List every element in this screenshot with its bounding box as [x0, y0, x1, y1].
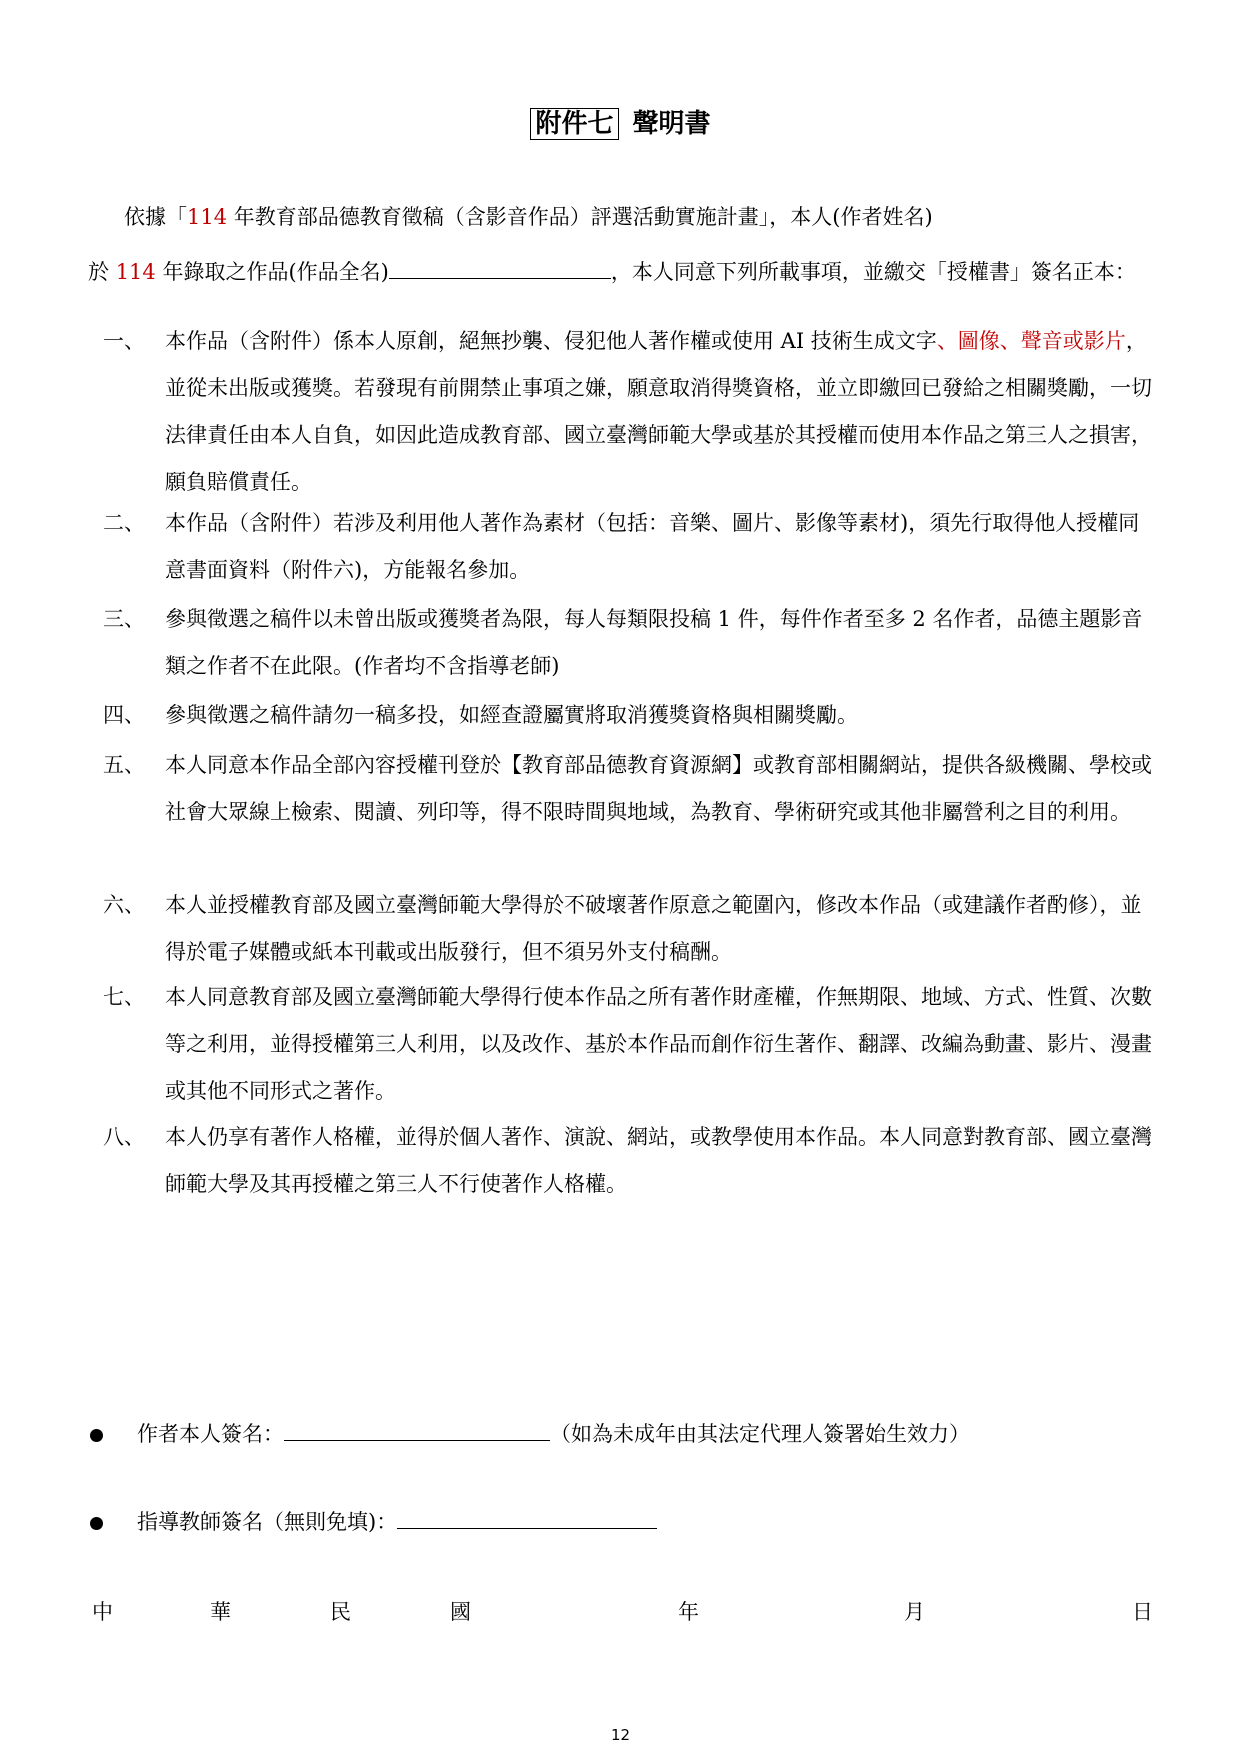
teacher-signature-field[interactable] [397, 1506, 657, 1529]
year-highlight: 114 [115, 260, 156, 284]
clause-5: 五、 本人同意本作品全部內容授權刊登於【教育部品德教育資源網】或教育部相關網站，提供各級機關、學校或社會大眾線上檢索、閱讀、列印等，得不限時間與地域，為教育、學術研究或其他非屬營利之目的利用。 [103, 753, 1152, 824]
clause-2: 二、 本作品（含附件）若涉及利用他人著作為素材（包括：音樂、圖片、影像等素材)，須先行取得他人授權同意書面資料（附件六)，方能報名參加。 [103, 511, 1140, 582]
date-char: 華 [210, 1600, 231, 1624]
document-title [0, 104, 1241, 144]
clause-1: 一、 本作品（含附件）係本人原創，絕無抄襲、侵犯他人著作權或使用 AI 技術生成文字、圖像、聲音或影片，並從未出版或獲獎。若發現有前開禁止事項之嫌，願意取消得獎資格，並立即繳回已發給之相關獎勵，一切法律責任由本人自負，如因此造成教育部、國立臺灣師範大學或基於其授權而使用本作品之第三人之損害，願負賠償責任。 [103, 329, 1152, 494]
work-title-blank[interactable] [389, 256, 611, 279]
intro-paragraph: 依據「114 年教育部品德教育徵稿（含影音作品）評選活動實施計畫」，本人(作者姓名) 於 114 年錄取之作品(作品全名) ，本人同意下列所載事項，並繳交「授權書」簽名正本： [88, 205, 1136, 284]
month-label: 月 [904, 1600, 925, 1624]
clause-6: 六、 本人並授權教育部及國立臺灣師範大學得於不破壞著作原意之範圍內，修改本作品（或建議作者酌修），並得於電子媒體或紙本刊載或出版發行，但不須另外支付稿酬。 [103, 893, 1142, 964]
title-text: 聲明書 [632, 109, 711, 139]
date-char: 國 [450, 1600, 471, 1624]
bullet-icon [90, 1517, 103, 1530]
author-signature-row: 作者本人簽名： （如為未成年由其法定代理人簽署始生效力） [90, 1414, 970, 1454]
clause-8: 八、 本人仍享有著作人格權，並得於個人著作、演說、網站，或教學使用本作品。本人同意對教育部、國立臺灣師範大學及其再授權之第三人不行使著作人格權。 [103, 1125, 1152, 1196]
date-char: 中 [92, 1600, 113, 1624]
year-highlight: 114 [187, 205, 228, 229]
year-label: 年 [678, 1600, 699, 1624]
clause-7: 七、 本人同意教育部及國立臺灣師範大學得行使本作品之所有著作財產權，作無期限、地域、方式、性質、次數等之利用，並得授權第三人利用，以及改作、基於本作品而創作衍生著作、翻譯、改編為動畫、影片、漫畫或其他不同形式之著作。 [103, 985, 1152, 1103]
page-number: 12 [610, 1726, 631, 1744]
date-char: 民 [330, 1600, 351, 1624]
attachment-label: 附件七 [530, 108, 618, 140]
teacher-signature-row: 指導教師簽名（無則免填)： [90, 1502, 657, 1542]
clause-3: 三、 參與徵選之稿件以未曾出版或獲獎者為限，每人每類限投稿 1 件，每件作者至多 2 名作者，品德主題影音類之作者不在此限。(作者均不含指導老師) [103, 607, 1143, 678]
bullet-icon [90, 1429, 103, 1442]
clause-4: 四、 參與徵選之稿件請勿一稿多投，如經查證屬實將取消獲獎資格與相關獎勵。 [103, 703, 858, 727]
day-label: 日 [1132, 1600, 1153, 1624]
author-signature-field[interactable] [284, 1418, 550, 1441]
